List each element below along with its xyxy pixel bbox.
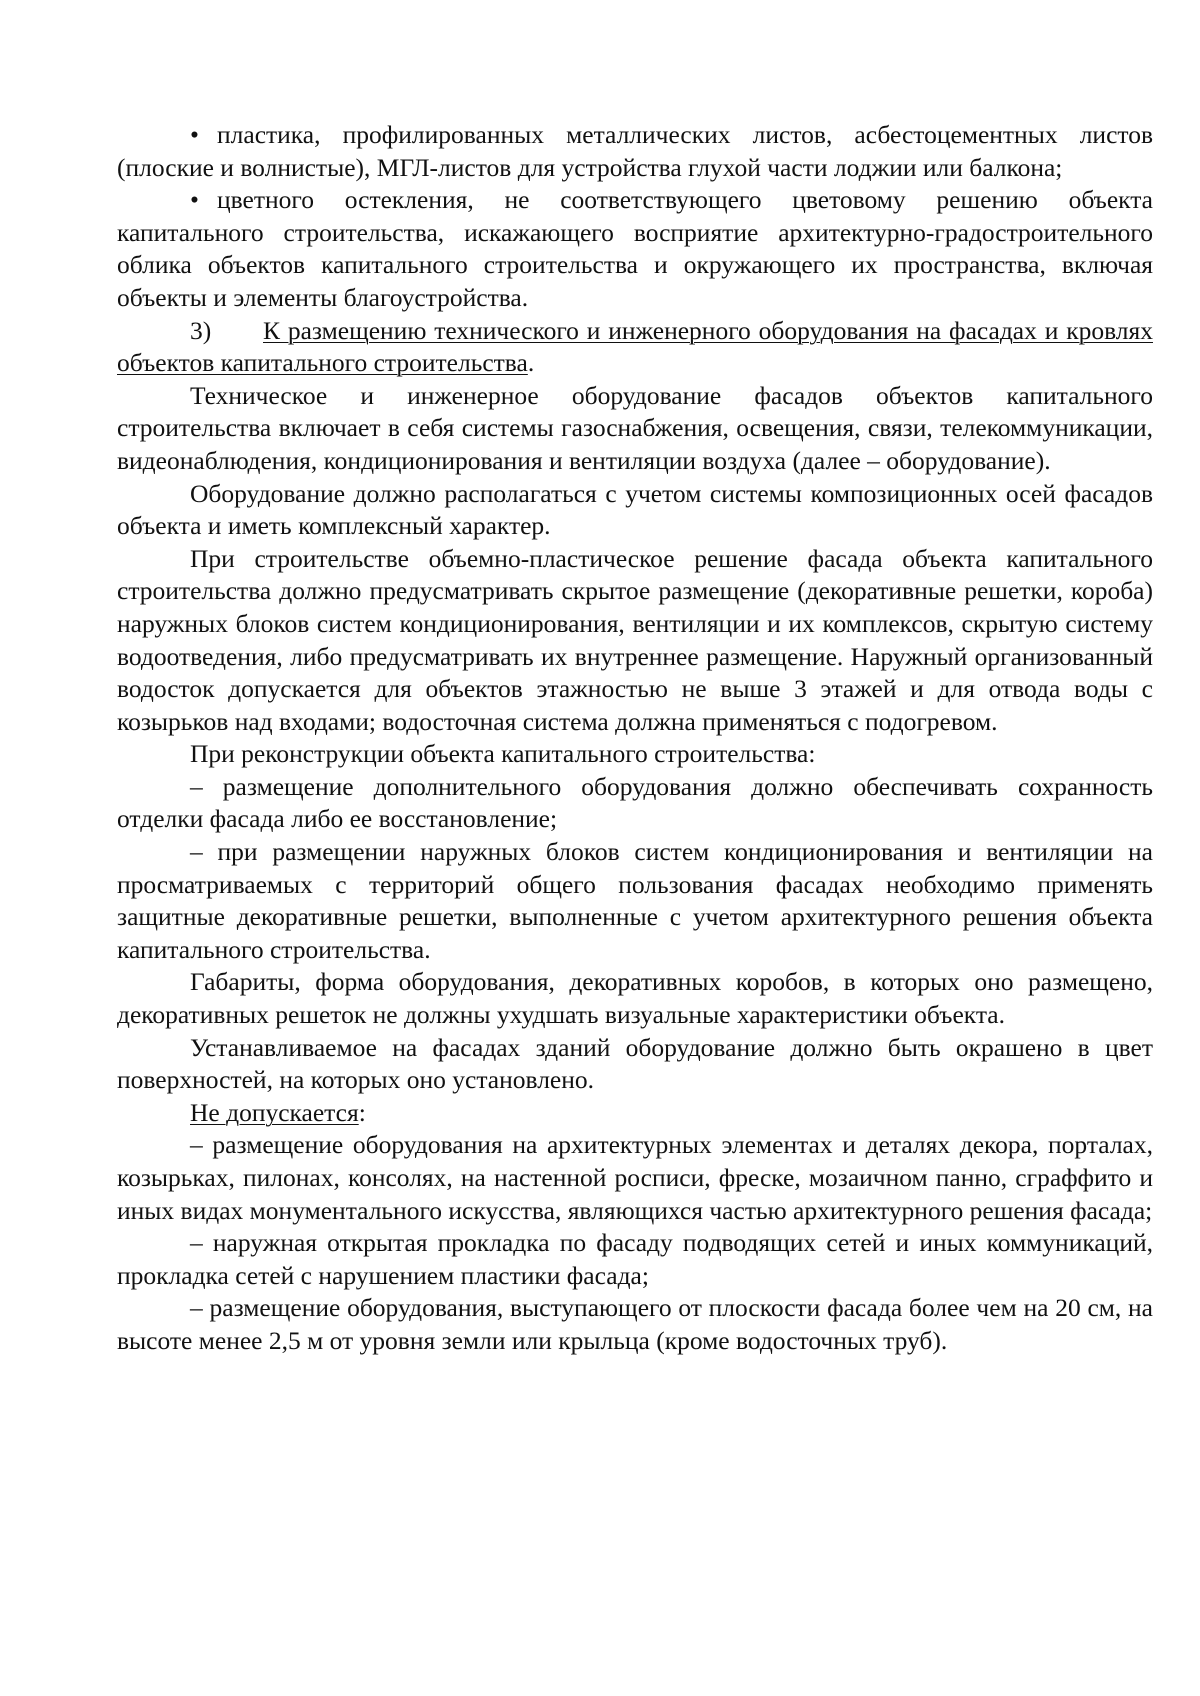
section-heading-text: К размещению технического и инженерного оборудования на фасадах и кровлях объектов капитального строительства	[117, 315, 1153, 378]
dash-item: – размещение оборудования, выступающего от плоскости фасада более чем на 20 см, на высоте менее 2,5 м от уровня земли или крыльца (кроме водосточных труб).	[117, 1293, 1153, 1355]
bullet-marker: •	[190, 185, 199, 215]
paragraph: Устанавливаемое на фасадах зданий оборудование должно быть окрашено в цвет поверхностей, на которых оно установлено.	[117, 1032, 1153, 1095]
paragraph: Оборудование должно располагаться с учетом системы композиционных осей фасадов объекта и иметь комплексный характер.	[117, 478, 1153, 541]
subheading-tail: :	[358, 1097, 366, 1127]
paragraph: Техническое и инженерное оборудование фасадов объектов капитального строительства включает в себя системы газоснабжения, освещения, связи, телекоммуникации, видеонаблюдения, кондиционирования и вентиляции воздуха (далее – оборудование).	[117, 380, 1153, 475]
paragraph: Габариты, форма оборудования, декоративных коробов, в которых оно размещено, декоративных решеток не должны ухудшать визуальные характеристики объекта.	[117, 967, 1153, 1030]
dash-item: – размещение оборудования на архитектурных элементах и деталях декора, порталах, козырьках, пилонах, консолях, на настенной росписи, фреске, мозаичном панно, сграффито и иных видах монументального искусства, являющихся частью архитектурного решения фасада;	[117, 1130, 1153, 1225]
bullet-text: цветного остекления, не соответствующего цветовому решению объекта капитального строительства, искажающего восприятие архитектурно-градостроительного облика объектов капитального строительства и окружающего их пространства, включая объекты и элементы благоустройства.	[117, 185, 1153, 312]
dash-item: – при размещении наружных блоков систем кондиционирования и вентиляции на просматриваемых с территорий общего пользования фасадах необходимо применять защитные декоративные решетки, выполненные с учетом архитектурного решения объекта капитального строительства.	[117, 837, 1153, 964]
section-number: 3)	[190, 315, 212, 345]
section-heading-tail: .	[527, 348, 535, 378]
bullet-item	[117, 119, 1153, 184]
dash-item: – размещение дополнительного оборудования должно обеспечивать сохранность отделки фасада либо ее восстановление;	[117, 771, 1153, 834]
subheading	[117, 1097, 1153, 1130]
bullet-marker: •	[190, 120, 199, 149]
dash-item: – наружная открытая прокладка по фасаду подводящих сетей и иных коммуникаций, прокладка сетей с нарушением пластики фасада;	[117, 1228, 1153, 1290]
subheading-text: Не допускается	[190, 1097, 359, 1127]
bullet-text: пластика, профилированных металлических листов, асбестоцементных листов (плоские и волнистые), МГЛ-листов для устройства глухой части лоджии или балкона;	[117, 120, 1153, 182]
paragraph: При реконструкции объекта капитального строительства:	[190, 739, 816, 769]
document-body	[117, 119, 1153, 1358]
bullet-item	[117, 184, 1153, 314]
section-heading	[117, 315, 1153, 380]
paragraph: При строительстве объемно-пластическое решение фасада объекта капитального строительства должно предусматривать скрытое размещение (декоративные решетки, короба) наружных блоков систем кондиционирования, вентиляции и их комплексов, скрытую систему водоотведения, либо предусматривать их внутреннее размещение. Наружный организованный водосток допускается для объектов этажностью не выше 3 этажей и для отвода воды с козырьков над входами; водосточная система должна применяться с подогревом.	[117, 543, 1153, 736]
